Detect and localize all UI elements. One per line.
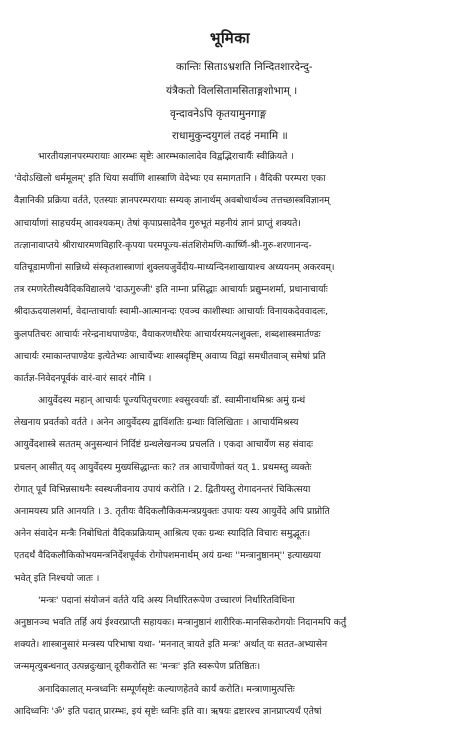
verse-line-1: कान्तिः सिताऽभ्रशति निन्दितशारदेन्दु- <box>176 61 313 73</box>
paragraph-line: आचार्यः रमाकान्तपाण्डेयः इत्येतेभ्यः आचार्येभ्यः शास्त्रदृष्टिम् अवाप्य विद्वां समधीतवाञ् समेषां प्रति <box>14 350 326 362</box>
paragraph-line: प्रचलन् आसीत् यद् आयुर्वेदस्य मुख्यसिद्धान्तः कः? तत्र आचार्येणोक्तं यत् 1. प्रथमस्तु व्यक्तेः <box>14 461 312 473</box>
paragraph-line: आयुर्वेदस्य महान् आचार्यः पूज्यपितृचरणाः श्वसुरवर्याः डॉ. स्वामीनाथमिश्रः अमुं ग्रन्थं <box>38 395 306 407</box>
paragraph-line: आयुर्वेदशास्त्रे सततम् अनुसन्धानं निर्दिष्टं ग्रन्थलेखनञ्च प्रचलति । एकदा आचार्येण सह संवादः <box>14 439 314 451</box>
paragraph-line: आदिध्वनिः 'ॐ' इति पदात् प्रारम्भः, इयं सृष्टेः ध्वनिः इति वा। ऋषयः द्रष्टारश्च ज्ञानप्राप्त्यर्थं एतेषां <box>14 705 322 717</box>
paragraph-line: 'वेदोऽखिलो धर्ममूलम्' इति धिया सर्वाणि शास्त्राणि वेदेभ्यः एव समागतानि । वैदिकी परम्परा एका <box>14 173 326 185</box>
paragraph-line: तत्ज्ञानावाप्तये श्रीराधारमणविहारि-कृपया परमपूज्य-संतशिरोमणि-कार्ष्णि-श्री-गुरु-शरणानन्द- <box>14 239 312 251</box>
verse-line-3: वृन्दावनेऽपि कृतयामुनगाङ्ग <box>170 108 267 120</box>
paragraph-line: कुलपतिचरः आचार्यः नरेन्द्रनाथपाण्डेयः, वैयाकरणधौरेयः आचार्यरमयत्नशुक्लः, शब्दशास्त्रमार्तण्डः <box>14 328 321 340</box>
paragraph-line: आचार्याणां साहचर्यम् आवश्यकम्। तेषां कृपाप्रसादेनैव गुरुभूतं महनीयं ज्ञानं प्राप्तुं शक्यते। <box>14 217 301 229</box>
paragraph-line: यतिचूडामणीनां सान्निध्ये संस्कृतशास्त्राणां शुक्लयजुर्वेदीय-माध्यन्दिनशाखायाश्च अध्ययनम् अकरवम्। <box>14 261 335 273</box>
paragraph-line: भवेत् इति निश्चयो जातः । <box>14 572 100 584</box>
paragraph-line: रोगात् पूर्वं विभिन्नसाधनैः स्वस्थजीवनाय उपायं करोति । 2. द्वितीयस्तु रोगादनन्तरं चिकित्सया <box>14 483 311 495</box>
paragraph-line: अनादिकालात् मन्त्रध्वनिः सम्पूर्णसृष्टेः कल्याणहेतवे कार्यं करोति। मन्त्राणामुत्पत्तिः <box>38 683 295 695</box>
paragraph-line: वैज्ञानिकी प्रक्रिया वर्तते, एतस्याः ज्ञानपरम्परायाः सम्यक् ज्ञानार्थम् अवबोधार्थञ्च तत्तच्छास्त्रविज्ञानम् <box>14 195 330 207</box>
paragraph-line: अनुष्ठानञ्च भवति तर्हि अयं ईश्वरप्राप्ती सहायकः। मन्त्रानुष्ठानं शारीरिक-मानसिकरोगयोः निदानमपि कर्तुं <box>14 616 347 628</box>
paragraph-line: एतदर्थं वैदिकलौकिकोभयमन्त्रनिर्देशपूर्वकं रोगोपशमनार्थम् अयं ग्रन्थः ''मन्त्रानुष्ठानम्'' इत्याख्यया <box>14 550 321 562</box>
paragraph-line: अनेन संवादेन मन्त्रैः निबोधितां वैदिकप्रक्रियाम् आश्रित्य एकः ग्रन्थः स्यादिति विचारः समुद्भूतः। <box>14 528 311 540</box>
paragraph-line: तत्र रमणरेतीस्थवैदिकविद्यालये 'दाऊगुरुजी' इति नाम्ना प्रसिद्धाः आचार्याः प्रद्युम्नशर्मा, प्रधानाचार्याः <box>14 284 328 296</box>
page-title: भूमिका <box>209 29 251 47</box>
paragraph-line: 'मन्त्रः' पदानां संयोजनं वर्तते यदि अस्य निर्धारितरूपेण उच्चारणं निर्धारितविधिना <box>38 594 295 606</box>
paragraph-line: श्रीदाऊदयालशर्मा, वेदान्ताचार्याः स्वामी-आत्मानन्दः एवञ्च काशीस्थाः आचार्याः विनायकदेववादलः, <box>14 306 329 318</box>
paragraph-line: कार्तज्ञ-निवेदनपूर्वकं वारं-वारं सादरं नौमि । <box>14 372 152 384</box>
body-text <box>14 146 448 723</box>
paragraph-line: अनामयस्य प्रति आनयति । 3. तृतीयः वैदिकलौकिकमन्त्रप्रयुक्तः उपायः यस्य आयुर्वेदे अपि प्राप्नोति <box>14 506 330 517</box>
paragraph-line: जन्ममृत्युबन्धनात् उत्पन्नदुःखान् दूरीकरोति सः 'मन्त्रः' इति स्वरूपेण प्रतिष्ठितः। <box>14 661 261 673</box>
verse-line-2: यंत्रैकतो विलसितामसिताङ्गशोभाम् । <box>166 85 298 97</box>
paragraph-line: भारतीयज्ञानपरम्परायाः आरम्भः सृष्टेः आरम्भकालादेव विद्वद्भिराचार्यैः स्वीक्रियते । <box>38 151 294 162</box>
paragraph-line: लेखनाय प्रवर्तको वर्तते । अनेन आयुर्वेदस्य द्वाविंशतिः ग्रन्थाः विलिखिताः । आचार्यमिश्रस्य <box>14 417 299 429</box>
verse-line-4: राधामुकुन्दयुगलं तदहं नमामि ॥ <box>172 130 288 142</box>
paragraph-line: शक्यते। शास्त्रानुसारं मन्त्रस्य परिभाषा यथा- 'मननात् त्रायते इति मन्त्रः' अर्थात् यः सतत-अभ्यासेन <box>14 639 328 651</box>
